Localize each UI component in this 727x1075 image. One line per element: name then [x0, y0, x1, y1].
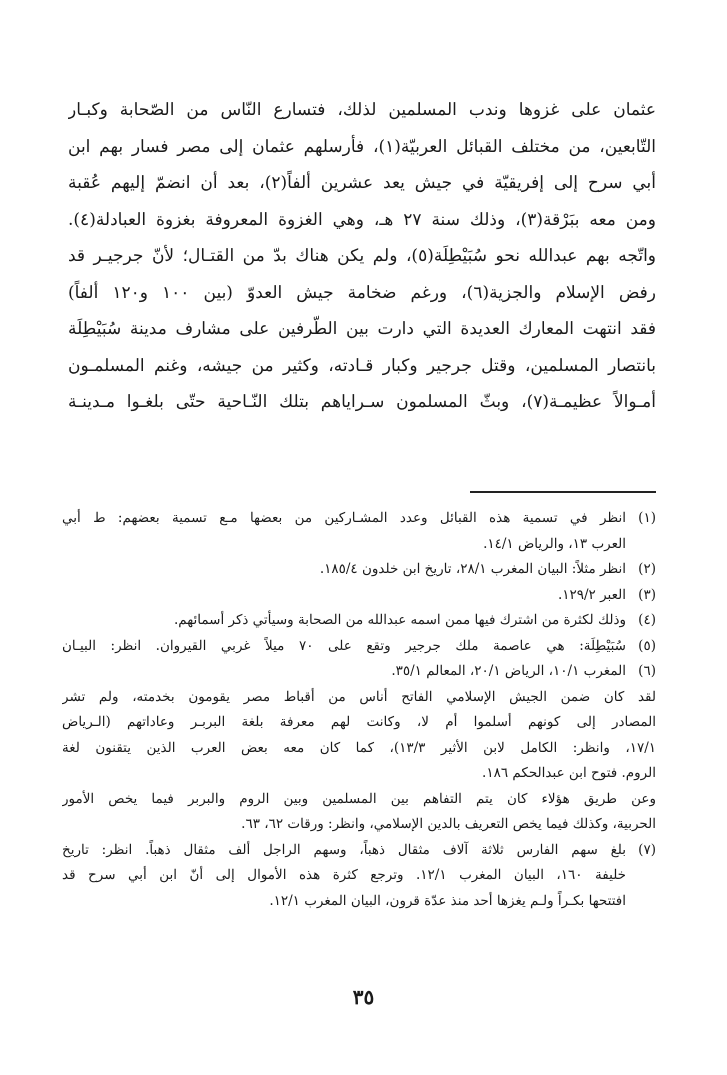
- footnote-separator: [470, 491, 656, 493]
- footnote-number: (٧): [638, 841, 656, 858]
- footnote-line: بلغ سهم الفارس ثلاثة آلاف مثقال ذهباً، وسهم الراجل ألف مثقال ذهباً. انظر: تاريخ: [62, 841, 626, 858]
- main-text-line: التّابعين، من مختلف القبائل العربيّة(١)، فأرسلهم عثمان إلى مصر فسار بهم ابن: [68, 136, 656, 157]
- footnote-number: (٥): [638, 637, 656, 654]
- footnote-number: (١): [638, 510, 656, 526]
- main-text-line: أمـوالاً عظيمـة(٧)، وبثّ المسلمون سـراياهم بتلك النّـاحية حتّى بلغـوا مـدينـة: [68, 392, 656, 412]
- main-text-block: [68, 92, 656, 421]
- footnote-line: العبر ١٢٩/٢.: [557, 586, 626, 603]
- footnote-number: (٢): [638, 561, 656, 577]
- main-text-line: فقد انتهت المعارك العديدة التي دارت بين الطّرفين على مشارف مدينة سُبَيْطِلَة: [68, 319, 656, 339]
- footnote-line: افتتحها بكـراً ولـم يغزها أحد منذ عدّة قرون، البيان المغرب ١٢/١.: [269, 892, 626, 909]
- footnote-line: وعن طريق هؤلاء كان يتم التفاهم بين المسلمين وبين الروم والبربر فيما يخص الأمور: [62, 790, 656, 807]
- footnote-line: المصادر إلى كونهم أسلموا أم لا، وكانت لهم معرفة بلغة البربـر وعاداتهم (الـرياض: [62, 714, 656, 730]
- footnote-line: انظر في تسمية هذه القبائل وعدد المشـاركين من بعضها مـع تسمية بعضهم: ط أبي: [62, 510, 626, 526]
- footnote-7: [62, 838, 656, 915]
- footnote-2: [62, 557, 656, 583]
- main-text-line: رفض الإسلام والجزية(٦)، ورغم ضخامة جيش العدوّ (بين ١٠٠ و١٢٠ ألفاً): [68, 282, 656, 303]
- footnote-line: وذلك لكثرة من اشترك فيها ممن اسمه عبدالله من الصحابة وسيأتي ذكر أسمائهم.: [173, 612, 626, 628]
- footnotes: [62, 506, 656, 914]
- footnote-6-paragraph-2: [62, 787, 656, 838]
- page-number: ٣٥: [352, 985, 375, 1009]
- footnote-number: (٦): [638, 663, 656, 679]
- footnote-line: خليفة ١٦٠، البيان المغرب ١٢/١. وترجع كثرة هذه الأموال إلى أنّ ابن أبي سرح قد: [62, 867, 626, 883]
- footnote-line: ١٧/١، وانظر: الكامل لابن الأثير ١٣/٣)، كما كان معه بعض العرب الذين يتقنون لغة: [62, 739, 656, 756]
- footnote-line: الروم. فتوح ابن عبدالحكم ١٨٦.: [482, 765, 656, 781]
- footnote-number: (٣): [638, 586, 656, 603]
- footnote-5: [62, 634, 656, 660]
- footnote-6-paragraph-1: [62, 685, 656, 787]
- footnote-line: سُبَيْطِلَة: هي عاصمة ملك جرجير وتقع على ٧٠ ميلاً غربي القيروان. انظر: البيـان: [62, 637, 626, 654]
- footnote-line: المغرب ١٠/١، الرياض ٢٠/١، المعالم ٣٥/١.: [391, 663, 626, 679]
- footnote-line: الحربية، وكذلك فيما يخص التعريف بالدين الإسلامي، وانظر: ورقات ٦٢، ٦٣.: [241, 816, 656, 832]
- footnote-4: [62, 608, 656, 634]
- footnote-1: [62, 506, 656, 557]
- main-text-line: أبي سرح إلى إفريقيّة في جيش يعد عشرين ألفاً(٢)، بعد أن انضمّ إليهم عُقبة: [68, 173, 656, 193]
- footnote-3: [62, 583, 656, 609]
- main-text-line: واتّجه بهم عبدالله نحو سُبَيْطِلَة(٥)، ولم يكن هناك بدّ من القتـال؛ لأنّ جرجيـر قد: [68, 246, 656, 266]
- footnote-number: (٤): [638, 612, 656, 628]
- footnote-line: لقد كان ضمن الجيش الإسلامي الفاتح أناس من أقباط مصر يقومون بخدمته، ولم تشر: [62, 688, 656, 705]
- main-text-line: بانتصار المسلمين، وقتل جرجير وكبار قـادته، وكثير من جيشه، وغنم المسلمـون: [68, 355, 656, 376]
- main-text-line: عثمان على غزوها وندب المسلمين لذلك، فتسارع النّاس من الصّحابة وكبـار: [68, 100, 656, 120]
- footnote-line: انظر مثلاً: البيان المغرب ٢٨/١، تاريخ ابن خلدون ١٨٥/٤.: [319, 561, 626, 577]
- main-text-line: ومن معه ببَرْقة(٣)، وذلك سنة ٢٧ هـ، وهي الغزوة المعروفة بغزوة العبادلة(٤).: [68, 209, 656, 230]
- footnote-line: العرب ١٣، والرياض ١٤/١.: [483, 535, 626, 552]
- footnote-6: [62, 659, 656, 685]
